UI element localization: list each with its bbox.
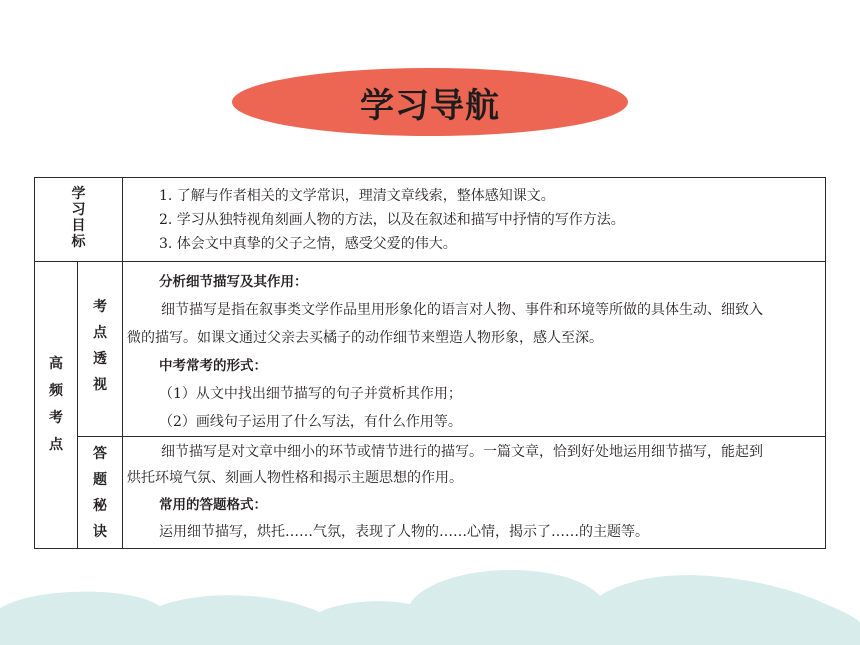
analysis-paragraph: 细节描写是指在叙事类文学作品里用形象化的语言对人物、事件和环境等所做的具体生动、细致入 [161, 302, 763, 318]
goals-label-char: 学 [71, 186, 86, 202]
analysis-label-char: 视 [93, 377, 107, 393]
high-freq-char: 考 [49, 410, 63, 426]
analysis-label [78, 262, 123, 437]
analysis-label-char: 透 [93, 351, 107, 367]
tips-label [78, 437, 123, 549]
goal-item: 1. 了解与作者相关的文学常识，理清文章线索，整体感知课文。 [159, 188, 555, 204]
forms-heading: 中考常考的形式： [159, 358, 267, 374]
tips-label-char: 诀 [93, 524, 107, 540]
format-heading: 常用的答题格式： [159, 497, 267, 513]
high-freq-char: 点 [49, 437, 63, 453]
form-item: （1）从文中找出细节描写的句子并赏析其作用； [159, 386, 462, 402]
goal-item: 3. 体会文中真挚的父子之情，感受父爱的伟大。 [159, 236, 457, 252]
tips-label-char: 题 [93, 472, 107, 488]
answer-format: 运用细节描写，烘托……气氛，表现了人物的……心情，揭示了……的主题等。 [159, 524, 649, 540]
goals-label-char: 习 [71, 202, 86, 218]
cloud-decoration [0, 556, 860, 645]
goals-content [123, 178, 826, 262]
tips-label-char: 答 [93, 446, 107, 462]
tips-paragraph: 细节描写是对文章中细小的环节或情节进行的描写。一篇文章，恰到好处地运用细节描写，能起到 [161, 444, 763, 460]
high-freq-char: 频 [49, 383, 63, 399]
high-freq-label [35, 262, 78, 549]
analysis-label-char: 点 [93, 325, 107, 341]
cloud-shape [0, 570, 860, 645]
analysis-row [35, 262, 826, 437]
goals-label [35, 178, 123, 262]
analysis-heading: 分析细节描写及其作用： [159, 274, 308, 290]
study-guide-table [34, 177, 826, 549]
analysis-label-char: 考 [93, 299, 107, 315]
analysis-paragraph: 微的描写。如课文通过父亲去买橘子的动作细节来塑造人物形象，感人至深。 [127, 330, 603, 346]
goals-label-char: 目 [71, 218, 86, 234]
page-title: 学习导航 [360, 85, 500, 126]
high-freq-char: 高 [49, 356, 63, 372]
goals-row [35, 178, 826, 262]
goals-label-char: 标 [71, 234, 86, 250]
tips-label-char: 秘 [93, 498, 107, 514]
tips-row [35, 437, 826, 549]
tips-paragraph: 烘托环境气氛、刻画人物性格和揭示主题思想的作用。 [127, 470, 463, 486]
form-item: （2）画线句子运用了什么写法，有什么作用等。 [159, 414, 462, 430]
title-banner [232, 68, 628, 136]
analysis-content [123, 262, 826, 437]
tips-content [123, 437, 826, 549]
goal-item: 2. 学习从独特视角刻画人物的方法，以及在叙述和描写中抒情的写作方法。 [159, 212, 625, 228]
